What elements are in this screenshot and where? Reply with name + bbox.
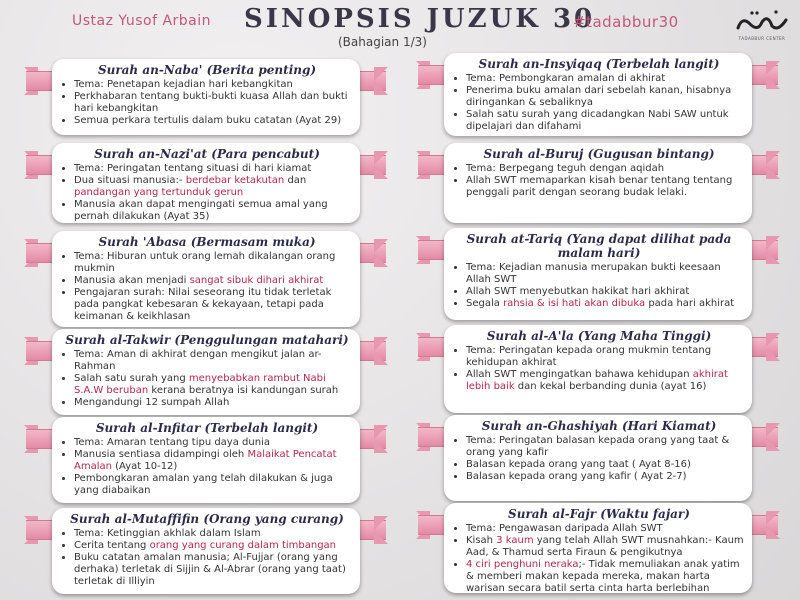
surah-points: [62, 349, 352, 409]
surah-point: [466, 435, 744, 459]
logo-caption: TADABBUR CENTER: [738, 36, 786, 41]
surah-point: [74, 449, 352, 473]
surah-title: Surah 'Abasa (Bermasam muka): [98, 235, 316, 249]
surah-point: [466, 298, 744, 310]
surah-title: Surah al-Fajr (Waktu fajar): [508, 507, 690, 521]
surah-card-surah-al-takwir: [52, 329, 360, 415]
point-text: Salah satu surah yang dicadangkan Nabi SAW untuk dipelajari dan difahami: [466, 109, 729, 132]
surah-point: [74, 115, 352, 127]
surah-point: [74, 79, 352, 91]
highlighted-text: Malaikat Pencatat Amalan: [74, 449, 337, 472]
point-text: Manusia sentiasa didampingi oleh: [74, 449, 248, 460]
surah-point: [466, 175, 744, 199]
highlighted-text: pandangan yang tertunduk gerun: [74, 187, 244, 198]
surah-point: [74, 275, 352, 287]
page-title: SINOPSIS JUZUK 30: [244, 4, 596, 34]
surah-point: [466, 109, 744, 133]
point-text: Manusia akan dapat mengingati semua amal yang pernah dilakukan (Ayat 35): [74, 199, 328, 222]
point-text: Semua perkara tertulis dalam buku catatan (Ayat 29): [74, 115, 342, 126]
surah-title: Surah at-Tariq (Yang dapat dilihat pada malam hari): [466, 232, 732, 260]
surah-card-surah-an-naba: [52, 59, 360, 135]
surah-point: [74, 437, 352, 449]
surah-points: [62, 251, 352, 323]
point-text: Pengajaran surah: Nilai seseorang itu tidak terletak pada pangkat kebesaran & kekayaan, tetapi pada keimanan & keikhlasan: [74, 287, 332, 322]
point-text: (Ayat 10-12): [111, 461, 178, 472]
point-text: Cerita tentang: [74, 540, 150, 551]
point-text: dan: [284, 175, 307, 186]
surah-point: [466, 345, 744, 369]
tadabbur-logo: [732, 6, 792, 50]
surah-point: [74, 91, 352, 115]
highlighted-text: sangat sibuk dihari akhirat: [189, 275, 324, 286]
surah-title: Surah an-Ghashiyah (Hari Kiamat): [481, 419, 717, 433]
point-text: Kisah: [466, 535, 497, 546]
point-text: Tema: Hiburan untuk orang lemah dikalangan orang mukmin: [74, 251, 336, 274]
surah-point: [466, 369, 744, 393]
surah-card-surah-abasa: [52, 231, 360, 327]
surah-card-surah-an-insyiqaq: [444, 53, 752, 136]
surah-point: [74, 397, 352, 409]
surah-point: [74, 473, 352, 497]
highlighted-text: rahsia & isi hati akan dibuka: [503, 298, 646, 309]
point-text: Allah SWT memaparkan kisah benar tentang tentang penggali parit dengan seorang budak lelaki.: [466, 175, 733, 198]
surah-points: [454, 435, 744, 483]
point-text: Balasan kepada orang yang kafir ( Ayat 2-7): [466, 471, 687, 482]
point-text: Penerima buku amalan dari sebelah kanan, hisabnya diringankan & sebaliknya: [466, 85, 732, 108]
point-text: Buku catatan amalan manusia; Al-Fujjar (orang yang derhaka) terletak di Sijjin & Al-Abrar (orang yang taat) terletak di Illiyin: [74, 552, 346, 587]
point-text: Perkhabaran tentang bukti-bukti kuasa Allah dan bukti hari kebangkitan: [74, 91, 348, 114]
point-text: Allah SWT mengingatkan bahawa kehidupan: [466, 369, 693, 380]
arabic-calligraphy-icon: [732, 6, 792, 36]
page-subtitle: (Bahagian 1/3): [338, 35, 427, 49]
surah-points: [454, 262, 744, 310]
surah-title: Surah al-Buruj (Gugusan bintang): [483, 147, 715, 161]
surah-card-surah-al-mutaffifin: [52, 508, 360, 594]
surah-card-surah-an-nazi-at: [52, 143, 360, 223]
surah-points: [62, 437, 352, 497]
surah-card-surah-al-fajr: [444, 503, 752, 593]
surah-points: [454, 73, 744, 133]
surah-point: [466, 459, 744, 471]
point-text: pada hari akhirat: [645, 298, 735, 309]
surah-points: [454, 523, 744, 593]
point-text: Balasan kepada orang yang taat ( Ayat 8-16): [466, 459, 691, 470]
point-text: Tema: Peringatan kepada orang mukmin tentang kehidupan akhirat: [466, 345, 712, 368]
surah-point: [466, 73, 744, 85]
point-text: Tema: Peringatan tentang situasi di hari kiamat: [74, 163, 312, 174]
surah-point: [74, 540, 352, 552]
surah-points: [62, 163, 352, 223]
surah-title: Surah an-Naba' (Berita penting): [97, 63, 317, 77]
highlighted-text: 3 kaum: [496, 535, 534, 546]
surah-card-surah-at-tariq: [444, 228, 752, 320]
point-text: kerana beratnya isi kandungan surah: [148, 385, 339, 396]
point-text: Pembongkaran amalan yang telah dilakukan & juga yang diabaikan: [74, 473, 333, 496]
point-text: Tema: Kejadian manusia merupakan bukti keesaan Allah SWT: [466, 262, 721, 285]
surah-card-surah-al-infitar: [52, 417, 360, 503]
surah-point: [74, 552, 352, 588]
surah-title: Surah al-Takwir (Penggulungan matahari): [65, 333, 349, 347]
point-text: Allah SWT menyebutkan hakikat hari akhirat: [466, 286, 690, 297]
surah-point: [74, 373, 352, 397]
point-text: Tema: Ketinggian akhlak dalam Islam: [74, 528, 261, 539]
highlighted-text: akhirat lebih baik: [466, 369, 728, 392]
surah-points: [454, 163, 744, 199]
surah-point: [74, 251, 352, 275]
header: [0, 0, 800, 56]
surah-point: [74, 349, 352, 373]
surah-point: [466, 262, 744, 286]
surah-title: Surah an-Nazi'at (Para pencabut): [94, 147, 320, 161]
point-text: Tema: Penetapan kejadian hari kebangkitan: [74, 79, 293, 90]
surah-point: [74, 175, 352, 199]
point-text: Tema: Pembongkaran amalan di akhirat: [466, 73, 666, 84]
surah-title: Surah al-Mutaffifin (Orang yang curang): [70, 512, 344, 526]
point-text: dan kekal berbanding dunia (ayat 16): [514, 381, 707, 392]
point-text: Mengandungi 12 sumpah Allah: [74, 397, 230, 408]
point-text: Tema: Berpegang teguh dengan aqidah: [466, 163, 665, 174]
point-text: Dua situasi manusia:-: [74, 175, 186, 186]
author-name: Ustaz Yusof Arbain: [72, 13, 212, 29]
point-text: Tema: Amaran tentang tipu daya dunia: [74, 437, 270, 448]
surah-point: [466, 471, 744, 483]
hashtag: #tadabbur30: [573, 13, 679, 31]
surah-point: [74, 199, 352, 223]
surah-points: [454, 345, 744, 393]
surah-points: [62, 79, 352, 127]
surah-card-surah-an-ghashiyah: [444, 415, 752, 501]
point-text: Tema: Aman di akhirat dengan mengikut jalan ar-Rahman: [74, 349, 322, 372]
surah-point: [74, 163, 352, 175]
surah-title: Surah al-A'la (Yang Maha Tinggi): [486, 329, 712, 343]
surah-point: [466, 163, 744, 175]
highlighted-text: orang yang curang dalam timbangan: [149, 540, 337, 551]
surah-card-surah-al-buruj: [444, 143, 752, 223]
surah-point: [466, 535, 744, 559]
surah-points: [62, 528, 352, 588]
surah-point: [466, 523, 744, 535]
surah-point: [74, 528, 352, 540]
surah-title: Surah an-Insyiqaq (Terbelah langit): [478, 57, 720, 71]
point-text: Tema: Peringatan balasan kepada orang yang taat & orang yang kafir: [466, 435, 730, 458]
surah-point: [74, 287, 352, 323]
surah-point: [466, 286, 744, 298]
point-text: Manusia akan menjadi: [74, 275, 190, 286]
point-text: ;- Tidak memuliakan anak yatim & memberi makan kepada mereka, makan harta warisan secara batil serta cinta harta berlebihan: [466, 559, 740, 593]
point-text: Segala: [466, 298, 504, 309]
surah-point: [466, 85, 744, 109]
point-text: Tema: Pengawasan daripada Allah SWT: [466, 523, 663, 534]
surah-point: [466, 559, 744, 593]
surah-title: Surah al-Infitar (Terbelah langit): [95, 421, 319, 435]
point-text: Salah satu surah yang: [74, 373, 189, 384]
surah-card-surah-al-a-la: [444, 325, 752, 413]
point-text: yang telah Allah SWT musnahkan:- Kaum Aad, & Thamud serta Firaun & pengikutnya: [466, 535, 744, 558]
highlighted-text: 4 ciri penghuni neraka: [466, 559, 579, 570]
highlighted-text: berdebar ketakutan: [185, 175, 285, 186]
highlighted-text: menyebabkan rambut Nabi S.A.W beruban: [74, 373, 326, 396]
